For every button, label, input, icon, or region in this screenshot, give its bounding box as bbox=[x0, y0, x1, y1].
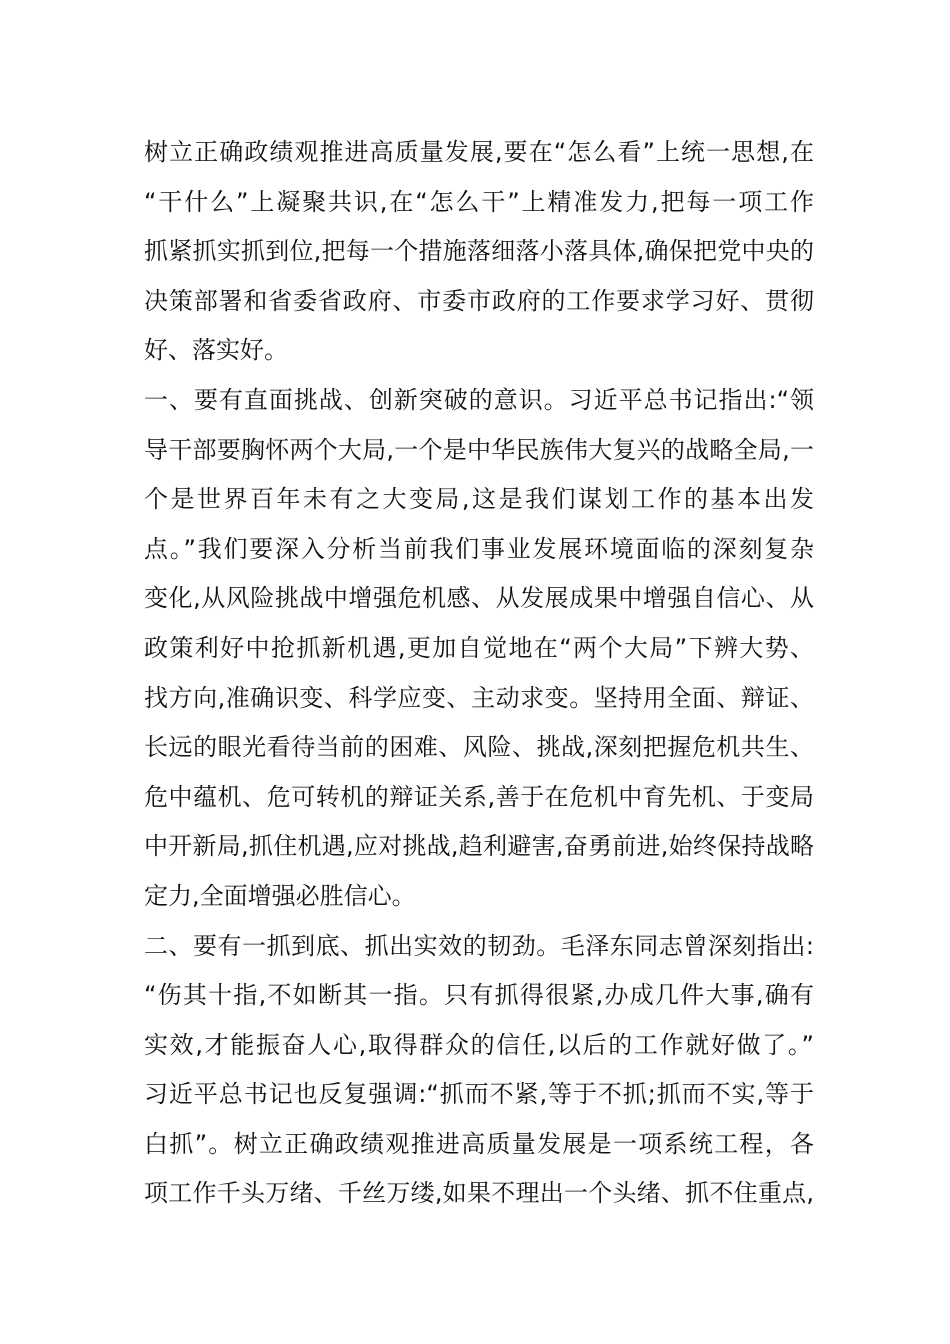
text-line: 政策利好中抢抓新机遇,更加自觉地在“两个大局”下辨大势、 bbox=[144, 633, 814, 662]
text-line: 个是世界百年未有之大变局,这是我们谋划工作的基本出发 bbox=[144, 485, 814, 514]
text-line: 一、要有直面挑战、创新突破的意识。习近平总书记指出:“领 bbox=[144, 385, 814, 414]
text-line: 白抓”。树立正确政绩观推进高质量发展是一项系统工程，各 bbox=[144, 1129, 814, 1158]
text-line: “干什么”上凝聚共识,在“怎么干”上精准发力,把每一项工作 bbox=[144, 187, 814, 216]
text-line: 实效,才能振奋人心,取得群众的信任,以后的工作就好做了。” bbox=[144, 1030, 814, 1059]
text-line: 好、落实好。 bbox=[144, 336, 288, 365]
text-line: 变化,从风险挑战中增强危机感、从发展成果中增强自信心、从 bbox=[144, 584, 814, 613]
paragraph-section-two bbox=[144, 922, 814, 1220]
text-line: 项工作千头万绪、千丝万缕,如果不理出一个头绪、抓不住重点, bbox=[144, 1179, 814, 1208]
paragraph-intro bbox=[144, 128, 814, 376]
text-line: 危中蕴机、危可转机的辩证关系,善于在危机中育先机、于变局 bbox=[144, 782, 814, 811]
document-body bbox=[144, 128, 814, 1219]
text-line: 二、要有一抓到底、抓出实效的韧劲。毛泽东同志曾深刻指出: bbox=[144, 931, 814, 960]
text-line: 抓紧抓实抓到位,把每一个措施落细落小落具体,确保把党中央的 bbox=[144, 237, 814, 266]
text-line: 长远的眼光看待当前的困难、风险、挑战,深刻把握危机共生、 bbox=[144, 733, 814, 762]
text-line: 习近平总书记也反复强调:“抓而不紧,等于不抓;抓而不实,等于 bbox=[144, 1080, 814, 1109]
text-line: 中开新局,抓住机遇,应对挑战,趋利避害,奋勇前进,始终保持战略 bbox=[144, 832, 814, 861]
text-line: 导干部要胸怀两个大局,一个是中华民族伟大复兴的战略全局,一 bbox=[144, 435, 814, 464]
text-line: 点。”我们要深入分析当前我们事业发展环境面临的深刻复杂 bbox=[144, 534, 814, 563]
text-line: 定力,全面增强必胜信心。 bbox=[144, 881, 416, 910]
text-line: “伤其十指,不如断其一指。只有抓得很紧,办成几件大事,确有 bbox=[144, 981, 814, 1010]
text-line: 找方向,准确识变、科学应变、主动求变。坚持用全面、辩证、 bbox=[144, 683, 814, 712]
text-line: 树立正确政绩观推进高质量发展,要在“怎么看”上统一思想,在 bbox=[144, 138, 814, 166]
paragraph-section-one bbox=[144, 376, 814, 922]
text-line: 决策部署和省委省政府、市委市政府的工作要求学习好、贯彻 bbox=[144, 286, 814, 315]
